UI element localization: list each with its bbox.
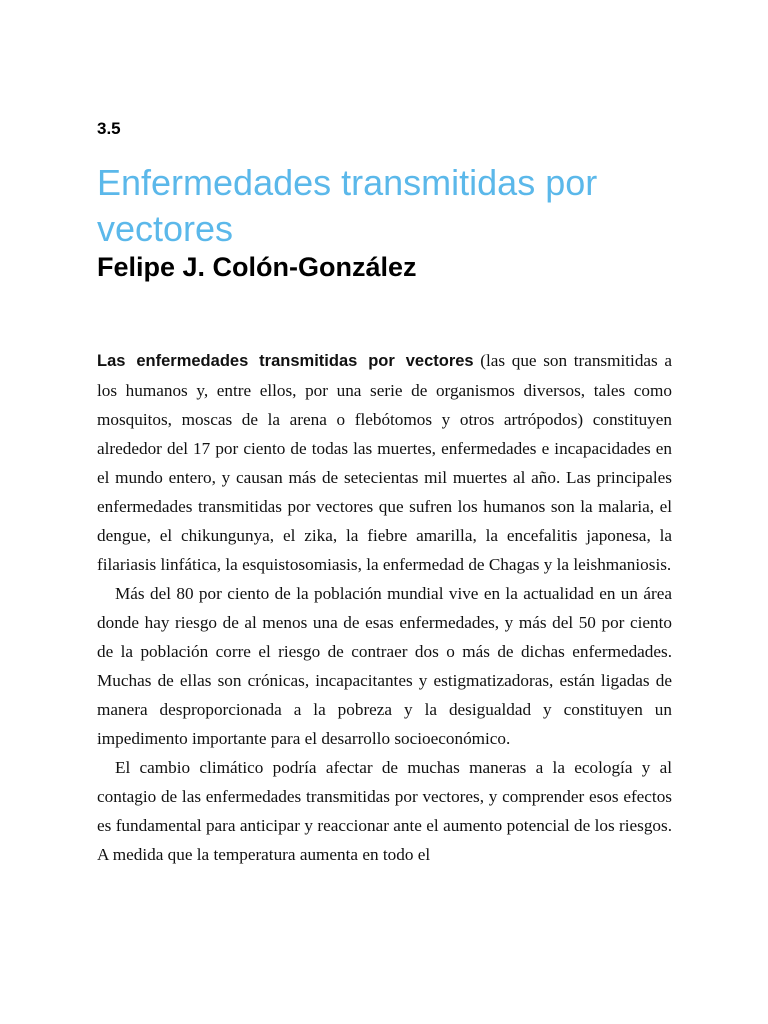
body-text — [97, 346, 672, 869]
paragraph-2: Más del 80 por ciento de la población mundial vive en la actualidad en un área donde hay riesgo de al menos una de esas enfermedades, y más del 50 por ciento de la población corre el riesgo de contraer dos o más de dichas enfermedades. Muchas de ellas son crónicas, incapacitantes y estigmatizadoras, están ligadas de manera desproporcionada a la pobreza y la desigualdad y constituyen un impedimento importante para el desarrollo socioeconómico. — [97, 584, 672, 748]
paragraph-3: El cambio climático podría afectar de muchas maneras a la ecología y al contagio de las enfermedades transmitidas por vectores, y comprender esos efectos es fundamental para anticipar y reaccionar ante el aumento potencial de los riesgos. A medida que la temperatura aumenta en todo el — [97, 758, 672, 864]
author-name: Felipe J. Colón-González — [97, 252, 417, 282]
lead-phrase: Las enfermedades transmitidas por vectores — [97, 352, 474, 370]
chapter-title: Enfermedades transmitidas por vectores — [97, 162, 598, 249]
paragraph-1-text: (las que son transmitidas a los humanos y, entre ellos, por una serie de organismos diversos, tales como mosquitos, moscas de la arena o flebótomos y otros artrópodos) constituyen alrededor del 17 por ciento de todas las muertes, enfermedades e incapacidades en el mundo entero, y causan más de setecientas mil muertes al año. Las principales enfermedades transmitidas por vectores que sufren los humanos son la malaria, el dengue, el chikungunya, el zika, la fiebre amarilla, la encefalitis japonesa, la filariasis linfática, la esquistosomiasis, la enfermedad de Chagas y la leishmaniosis. — [97, 351, 672, 574]
paragraph-1 — [97, 346, 672, 579]
section-number: 3.5 — [97, 119, 121, 138]
